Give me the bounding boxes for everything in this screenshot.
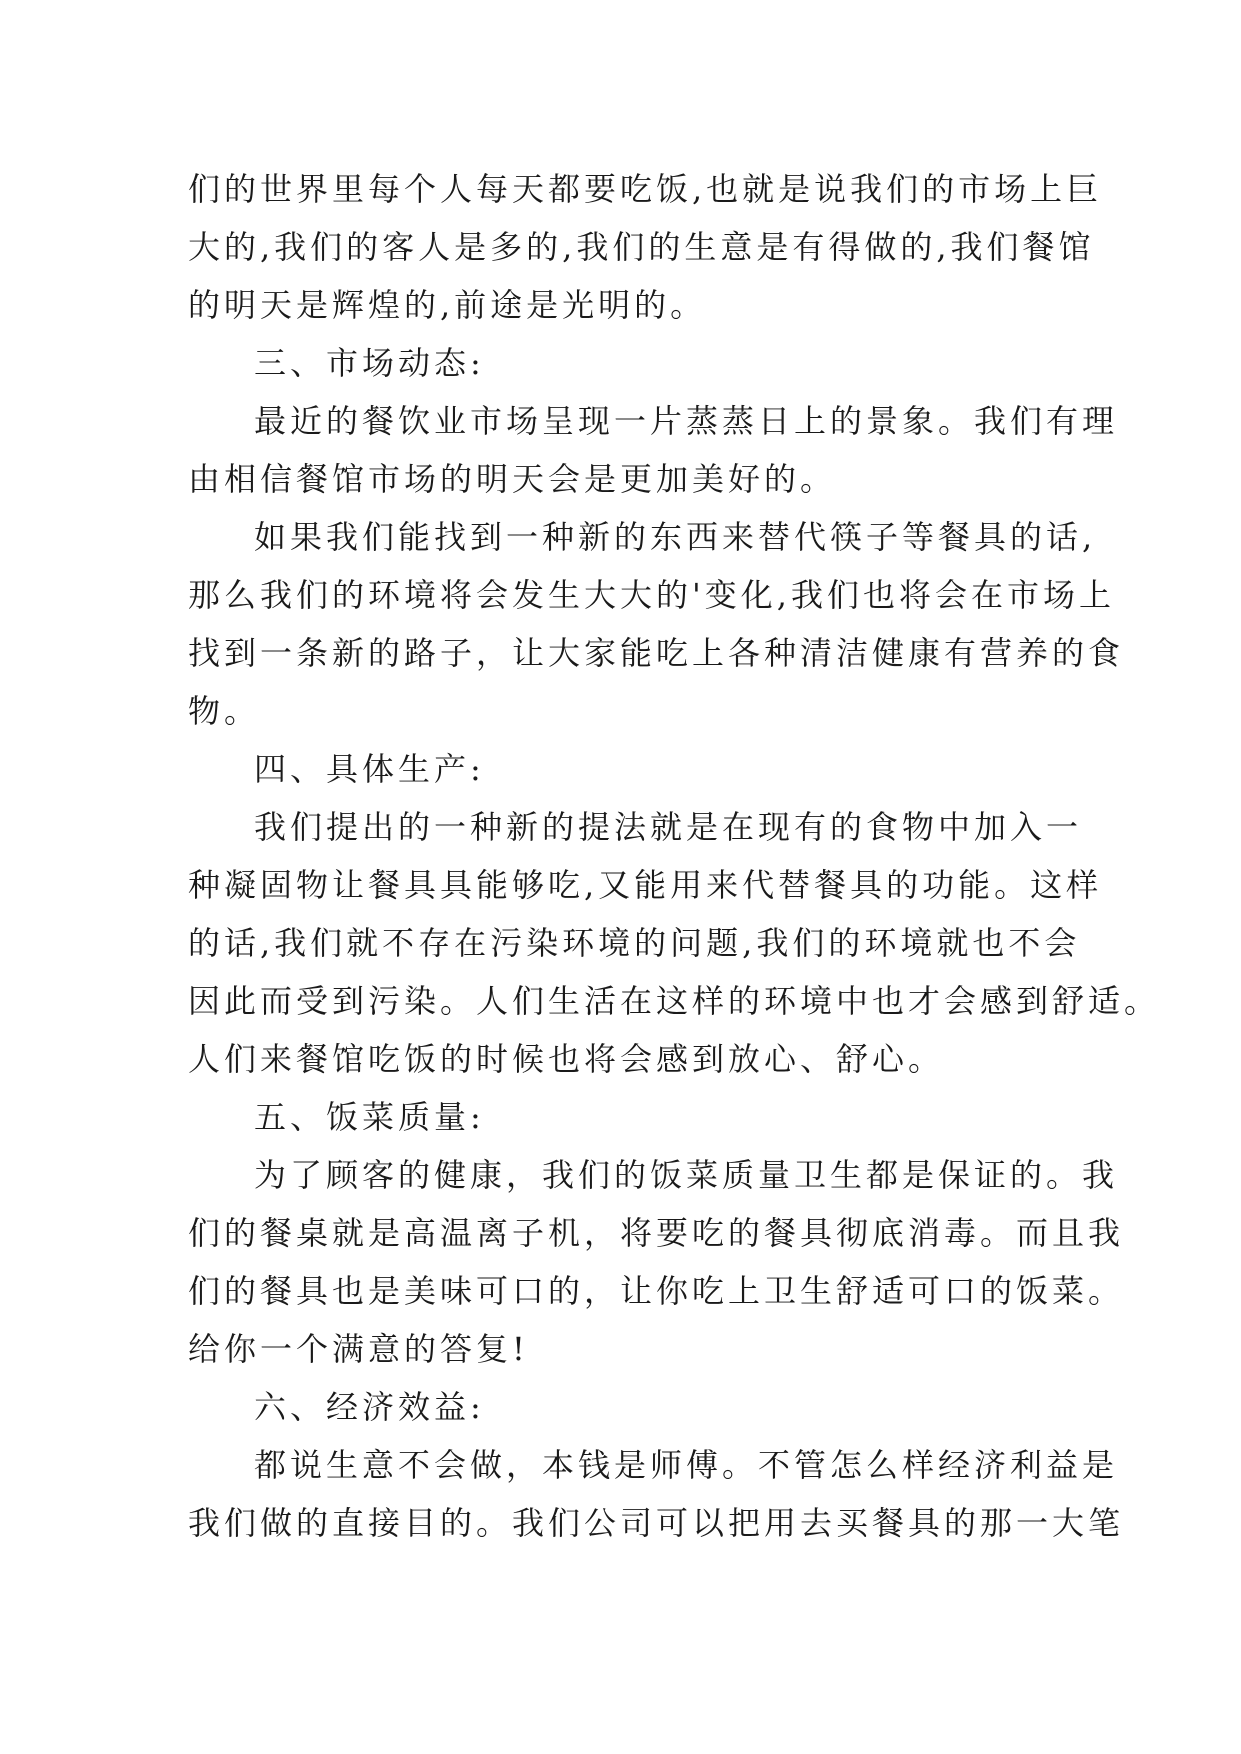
body-text-line: 由相信餐馆市场的明天会是更加美好的。 xyxy=(188,460,837,498)
body-text-line: 给你一个满意的答复! xyxy=(188,1330,529,1368)
body-text-line: 人们来餐馆吃饭的时候也将会感到放心、舒心。 xyxy=(188,1040,945,1078)
section-heading-production: 四、具体生产: xyxy=(254,750,485,788)
body-text-line: 的话,我们就不存在污染环境的问题,我们的环境就也不会 xyxy=(188,924,1081,962)
section-heading-food-quality: 五、饭菜质量: xyxy=(254,1098,485,1136)
body-text-line: 们的餐桌就是高温离子机，将要吃的餐具彻底消毒。而且我 xyxy=(188,1214,1125,1252)
body-text-line: 如果我们能找到一种新的东西来替代筷子等餐具的话, xyxy=(254,518,1097,556)
body-text-line: 为了顾客的健康，我们的饭菜质量卫生都是保证的。我 xyxy=(254,1156,1119,1194)
section-heading-economic-benefit: 六、经济效益: xyxy=(254,1388,485,1426)
body-text-line: 物。 xyxy=(188,692,261,730)
body-text-line: 大的,我们的客人是多的,我们的生意是有得做的,我们餐馆 xyxy=(188,228,1095,266)
section-heading-market-dynamics: 三、市场动态: xyxy=(254,344,485,382)
body-text-line: 找到一条新的路子，让大家能吃上各种清洁健康有营养的食 xyxy=(188,634,1125,672)
body-text-line: 们的餐具也是美味可口的，让你吃上卫生舒适可口的饭菜。 xyxy=(188,1272,1125,1310)
body-text-line: 都说生意不会做，本钱是师傅。不管怎么样经济利益是 xyxy=(254,1446,1119,1484)
body-text-line: 的明天是辉煌的,前途是光明的。 xyxy=(188,286,707,324)
body-text-line: 因此而受到污染。人们生活在这样的环境中也才会感到舒适。 xyxy=(188,982,1161,1020)
body-text-line: 最近的餐饮业市场呈现一片蒸蒸日上的景象。我们有理 xyxy=(254,402,1119,440)
body-text-line: 种凝固物让餐具具能够吃,又能用来代替餐具的功能。这样 xyxy=(188,866,1103,904)
document-body xyxy=(188,160,1161,1552)
body-text-line: 我们做的直接目的。我们公司可以把用去买餐具的那一大笔 xyxy=(188,1504,1125,1542)
body-text-line: 那么我们的环境将会发生大大的'变化,我们也将会在市场上 xyxy=(188,576,1115,614)
body-text-line: 们的世界里每个人每天都要吃饭,也就是说我们的市场上巨 xyxy=(188,170,1103,208)
body-text-line: 我们提出的一种新的提法就是在现有的食物中加入一 xyxy=(254,808,1083,846)
